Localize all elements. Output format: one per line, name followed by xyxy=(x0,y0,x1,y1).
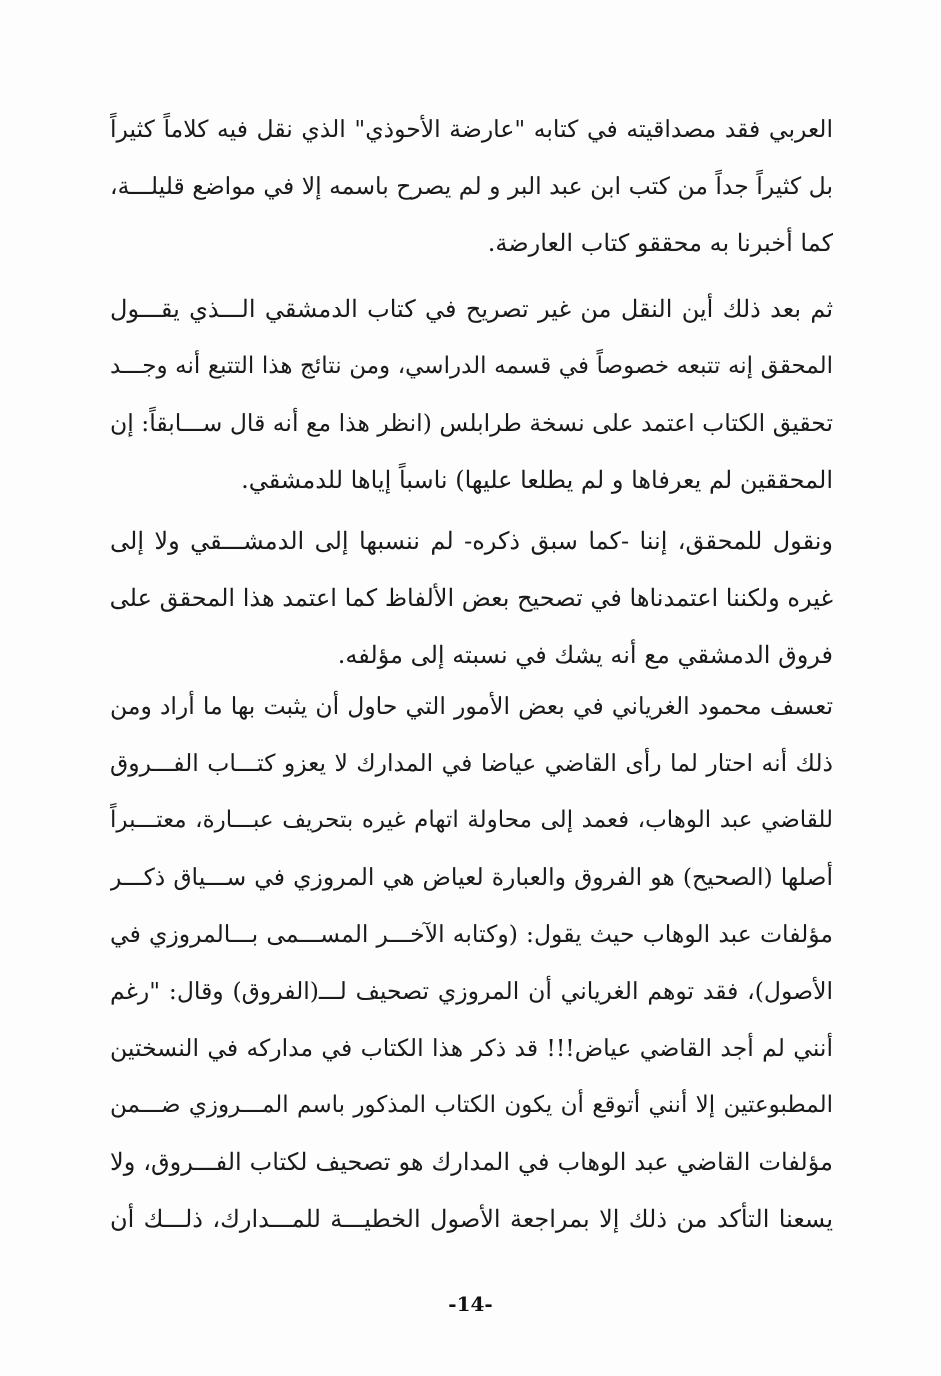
text-line: مؤلفات القاضي عبد الوهاب في المدارك هو تصحيف لكتاب الفـــروق، ولا xyxy=(110,1148,833,1176)
text-line: المحقق إنه تتبعه خصوصاً في قسمه الدراسي، ومن نتائج هذا التتبع أنه وجـــد xyxy=(110,353,833,379)
text-line: ثم بعد ذلك أين النقل من غير تصريح في كتاب الدمشقي الـــذي يقـــول xyxy=(110,295,833,323)
page-number: -14- xyxy=(448,1292,493,1316)
text-line: للقاضي عبد الوهاب، فعمد إلى محاولة اتهام غيره بتحريف عبـــارة، معتـــبراً xyxy=(110,807,833,833)
text-line: الأصول)، فقد توهم الغرياني أن المروزي تصحيف لـــ(الفروق) وقال: "رغم xyxy=(110,977,833,1005)
text-line: كما أخبرنا به محققو كتاب العارضة. xyxy=(487,229,833,257)
paragraph-1 xyxy=(110,101,833,272)
text-line: ذلك أنه احتار لما رأى القاضي عياضا في المدارك لا يعزو كتـــاب الفـــروق xyxy=(110,749,833,777)
text-line: أنني لم أجد القاضي عياض!!! قد ذكر هذا الكتاب في مداركه في النسختين xyxy=(110,1034,833,1062)
text-line: بل كثيراً جداً من كتب ابن عبد البر و لم يصرح باسمه إلا في مواضع قليلـــة، xyxy=(110,172,833,200)
text-line: ونقول للمحقق، إننا -كما سبق ذكره- لم ننسبها إلى الدمشـــقي ولا إلى xyxy=(110,527,833,555)
text-line: فروق الدمشقي مع أنه يشك في نسبته إلى مؤلفه. xyxy=(337,641,833,669)
paragraph-2 xyxy=(110,281,833,509)
text-line: يسعنا التأكد من ذلك إلا بمراجعة الأصول الخطيـــة للمـــدارك، ذلـــك أن xyxy=(110,1205,833,1233)
text-line: تعسف محمود الغرياني في بعض الأمور التي حاول أن يثبت بها ما أراد ومن xyxy=(110,692,833,720)
text-line: أصلها (الصحيح) هو الفروق والعبارة لعياض هي المروزي في ســـياق ذكـــر xyxy=(110,863,833,891)
text-line: مؤلفات عبد الوهاب حيث يقول: (وكتابه الآخـــر المســـمى بـــالمروزي في xyxy=(110,920,833,948)
text-line: العربي فقد مصداقيته في كتابه "عارضة الأحوذي" الذي نقل فيه كلاماً كثيراً xyxy=(110,115,833,143)
paragraph-4 xyxy=(110,678,833,1248)
text-line: المطبوعتين إلا أنني أتوقع أن يكون الكتاب المذكور باسم المـــروزي ضـــمن xyxy=(110,1092,833,1118)
text-line: تحقيق الكتاب اعتمد على نسخة طرابلس (انظر هذا مع أنه قال ســـابقاً: إن xyxy=(110,409,833,437)
text-line: غيره ولكننا اعتمدناها في تصحيح بعض الألفاظ كما اعتمد هذا المحقق على xyxy=(110,584,833,612)
text-line: المحققين لم يعرفاها و لم يطلعا عليها) ناسباً إياها للدمشقي. xyxy=(241,466,833,494)
paragraph-3 xyxy=(110,513,833,684)
